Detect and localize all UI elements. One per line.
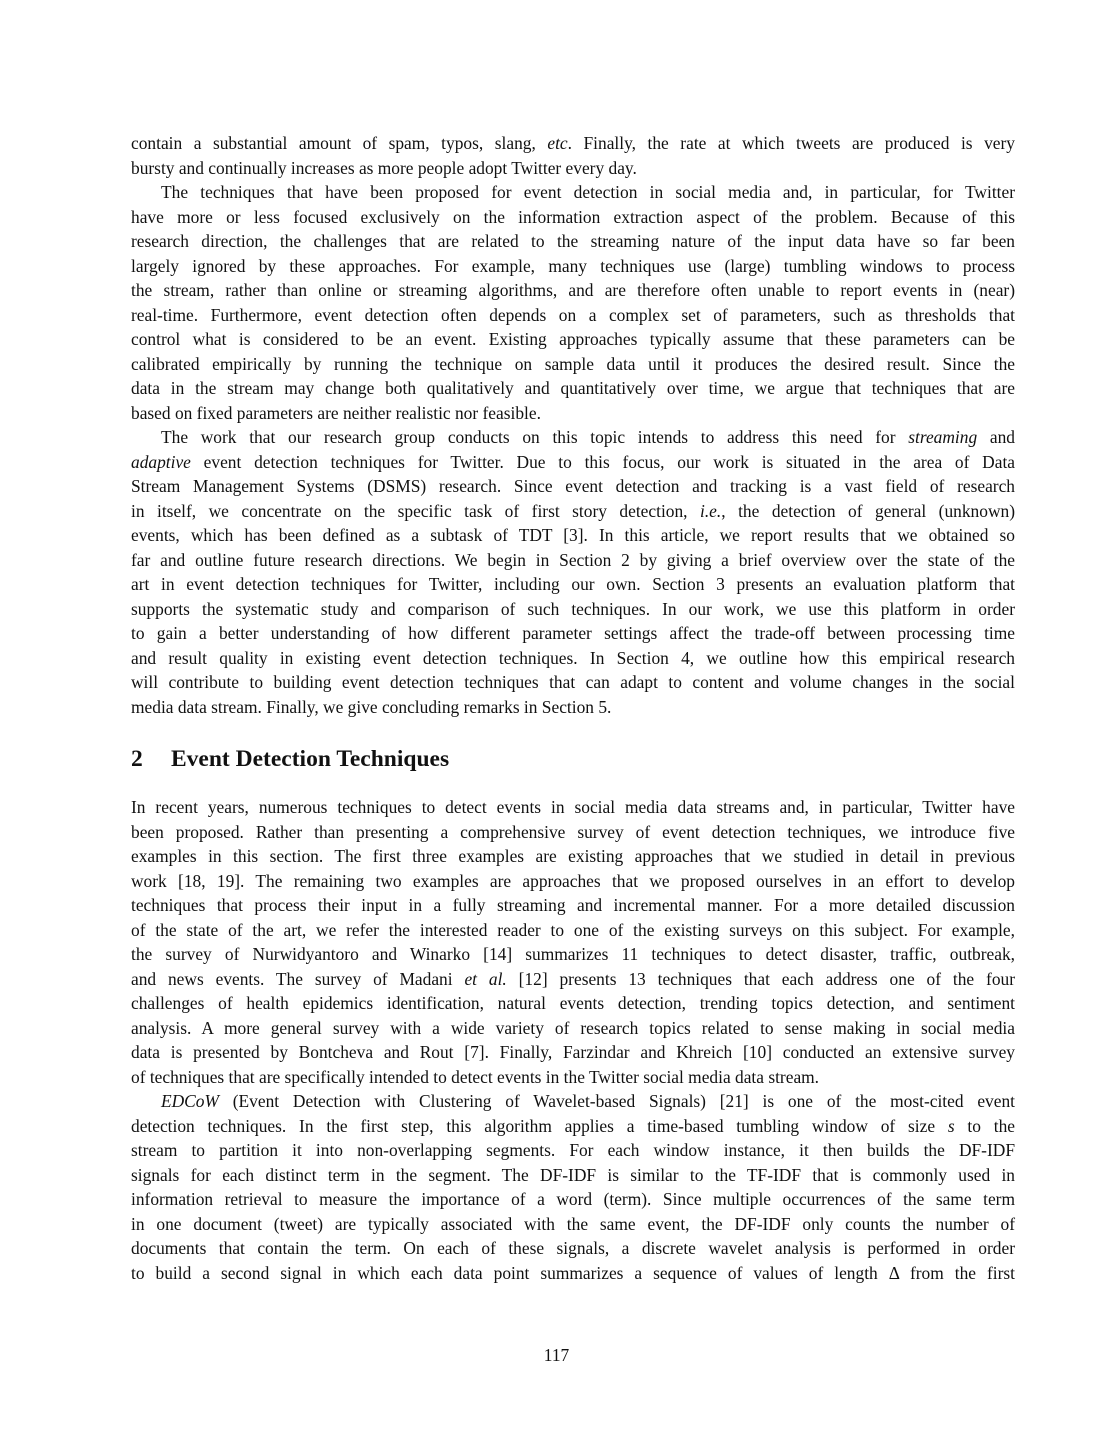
intro-paragraphs (131, 131, 1015, 719)
text-line: research direction, the challenges that are related to the streaming nature of the input data have so far been (131, 231, 1015, 251)
text-line: signals for each distinct term in the segment. The DF-IDF is similar to the TF-IDF that is commonly used in (131, 1164, 1015, 1185)
text-line: documents that contain the term. On each of these signals, a discrete wavelet analysis is performed in order (131, 1238, 1015, 1258)
page-body (131, 131, 1015, 1285)
text-line: will contribute to building event detection techniques that can adapt to content and volume changes in the social (131, 672, 1015, 692)
text-line: of the state of the art, we refer the interested reader to one of the existing surveys on this subject. For example, (131, 919, 1015, 940)
text-line: work [18, 19]. The remaining two examples are approaches that we proposed ourselves in an effort to develop (131, 870, 1015, 891)
text-line: real-time. Furthermore, event detection often depends on a complex set of parameters, such as thresholds that (131, 304, 1015, 325)
section-paragraphs (131, 795, 1015, 1285)
text-line: far and outline future research directions. We begin in Section 2 by giving a brief overview over the state of the (131, 549, 1015, 570)
text-line: stream to partition it into non-overlapping segments. For each window instance, it then builds the DF-IDF (131, 1140, 1015, 1160)
text-line: In recent years, numerous techniques to detect events in social media data streams and, in particular, Twitter have (131, 797, 1015, 817)
text-line: and news events. The survey of Madani et al. [12] presents 13 techniques that each address one of the four (131, 968, 1015, 989)
text-line: to gain a better understanding of how different parameter settings affect the trade-off between processing time (131, 623, 1015, 643)
text-line: adaptive event detection techniques for Twitter. Due to this focus, our work is situated in the area of Data (131, 451, 1015, 472)
text-line: been proposed. Rather than presenting a comprehensive survey of event detection techniques, we introduce five (131, 821, 1015, 842)
text-line: Stream Management Systems (DSMS) research. Since event detection and tracking is a vast field of research (131, 476, 1015, 496)
paragraph (131, 131, 1015, 180)
section-title: Event Detection Techniques (171, 746, 450, 772)
text-line: the survey of Nurwidyantoro and Winarko [14] summarizes 11 techniques to detect disaster, traffic, outbreak, (131, 944, 1015, 964)
text-line: examples in this section. The first three examples are existing approaches that we studied in detail in previous (131, 846, 1015, 866)
text-line: analysis. A more general survey with a wide variety of research topics related to sense making in social media (131, 1017, 1015, 1038)
text-line: art in event detection techniques for Twitter, including our own. Section 3 presents an evaluation platform that (131, 574, 1015, 594)
text-line: largely ignored by these approaches. For example, many techniques use (large) tumbling windows to process (131, 255, 1015, 276)
text-line: The techniques that have been proposed for event detection in social media and, in particular, for Twitter (161, 182, 1015, 202)
text-line: techniques that process their input in a fully streaming and incremental manner. For a more detailed discussion (131, 895, 1015, 915)
text-line: data is presented by Bontcheva and Rout [7]. Finally, Farzindar and Khreich [10] conducted an extensive survey (131, 1042, 1015, 1062)
page-number: 117 (543, 1345, 570, 1365)
text-line: calibrated empirically by running the technique on sample data until it produces the desired result. Since the (131, 353, 1015, 374)
text-line: in itself, we concentrate on the specific task of first story detection, i.e., the detection of general (unknown) (131, 500, 1015, 521)
text-line: based on fixed parameters are neither realistic nor feasible. (131, 402, 541, 423)
paragraph (131, 795, 1015, 1089)
text-line: in one document (tweet) are typically associated with the same event, the DF-IDF only counts the number of (131, 1213, 1015, 1234)
section-heading (131, 741, 1015, 777)
paragraph (131, 1089, 1015, 1285)
text-line: supports the systematic study and comparison of such techniques. In our work, we use this platform in order (131, 598, 1015, 619)
text-line: challenges of health epidemics identification, natural events detection, trending topics detection, and sentiment (131, 993, 1015, 1013)
text-line: have more or less focused exclusively on the information extraction aspect of the problem. Because of this (131, 206, 1015, 227)
text-line: data in the stream may change both qualitatively and quantitatively over time, we argue that techniques that are (131, 378, 1015, 398)
text-line: The work that our research group conducts on this topic intends to address this need for streaming and (161, 427, 1015, 447)
text-line: bursty and continually increases as more people adopt Twitter every day. (131, 157, 637, 178)
text-line: information retrieval to measure the importance of a word (term). Since multiple occurrences of the same term (131, 1189, 1015, 1209)
text-line: to build a second signal in which each data point summarizes a sequence of values of length Δ from the first (131, 1262, 1015, 1283)
text-line: of techniques that are specifically intended to detect events in the Twitter social media data stream. (131, 1066, 820, 1087)
text-line: detection techniques. In the first step, this algorithm applies a time-based tumbling window of size s to the (131, 1115, 1015, 1136)
text-line: events, which has been defined as a subtask of TDT [3]. In this article, we report results that we obtained so (131, 525, 1015, 545)
text-line: control what is considered to be an event. Existing approaches typically assume that these parameters can be (131, 329, 1015, 349)
text-line: media data stream. Finally, we give concluding remarks in Section 5. (131, 696, 612, 717)
text-line: contain a substantial amount of spam, typos, slang, etc. Finally, the rate at which tweets are produced is very (131, 133, 1015, 153)
text-line: EDCoW (Event Detection with Clustering of Wavelet-based Signals) [21] is one of the most-cited event (161, 1091, 1015, 1111)
text-line: and result quality in existing event detection techniques. In Section 4, we outline how this empirical research (131, 647, 1015, 668)
paragraph (131, 180, 1015, 425)
paragraph (131, 425, 1015, 719)
section-number: 2 (131, 746, 143, 772)
text-line: the stream, rather than online or streaming algorithms, and are therefore often unable to report events in (near) (131, 280, 1015, 300)
